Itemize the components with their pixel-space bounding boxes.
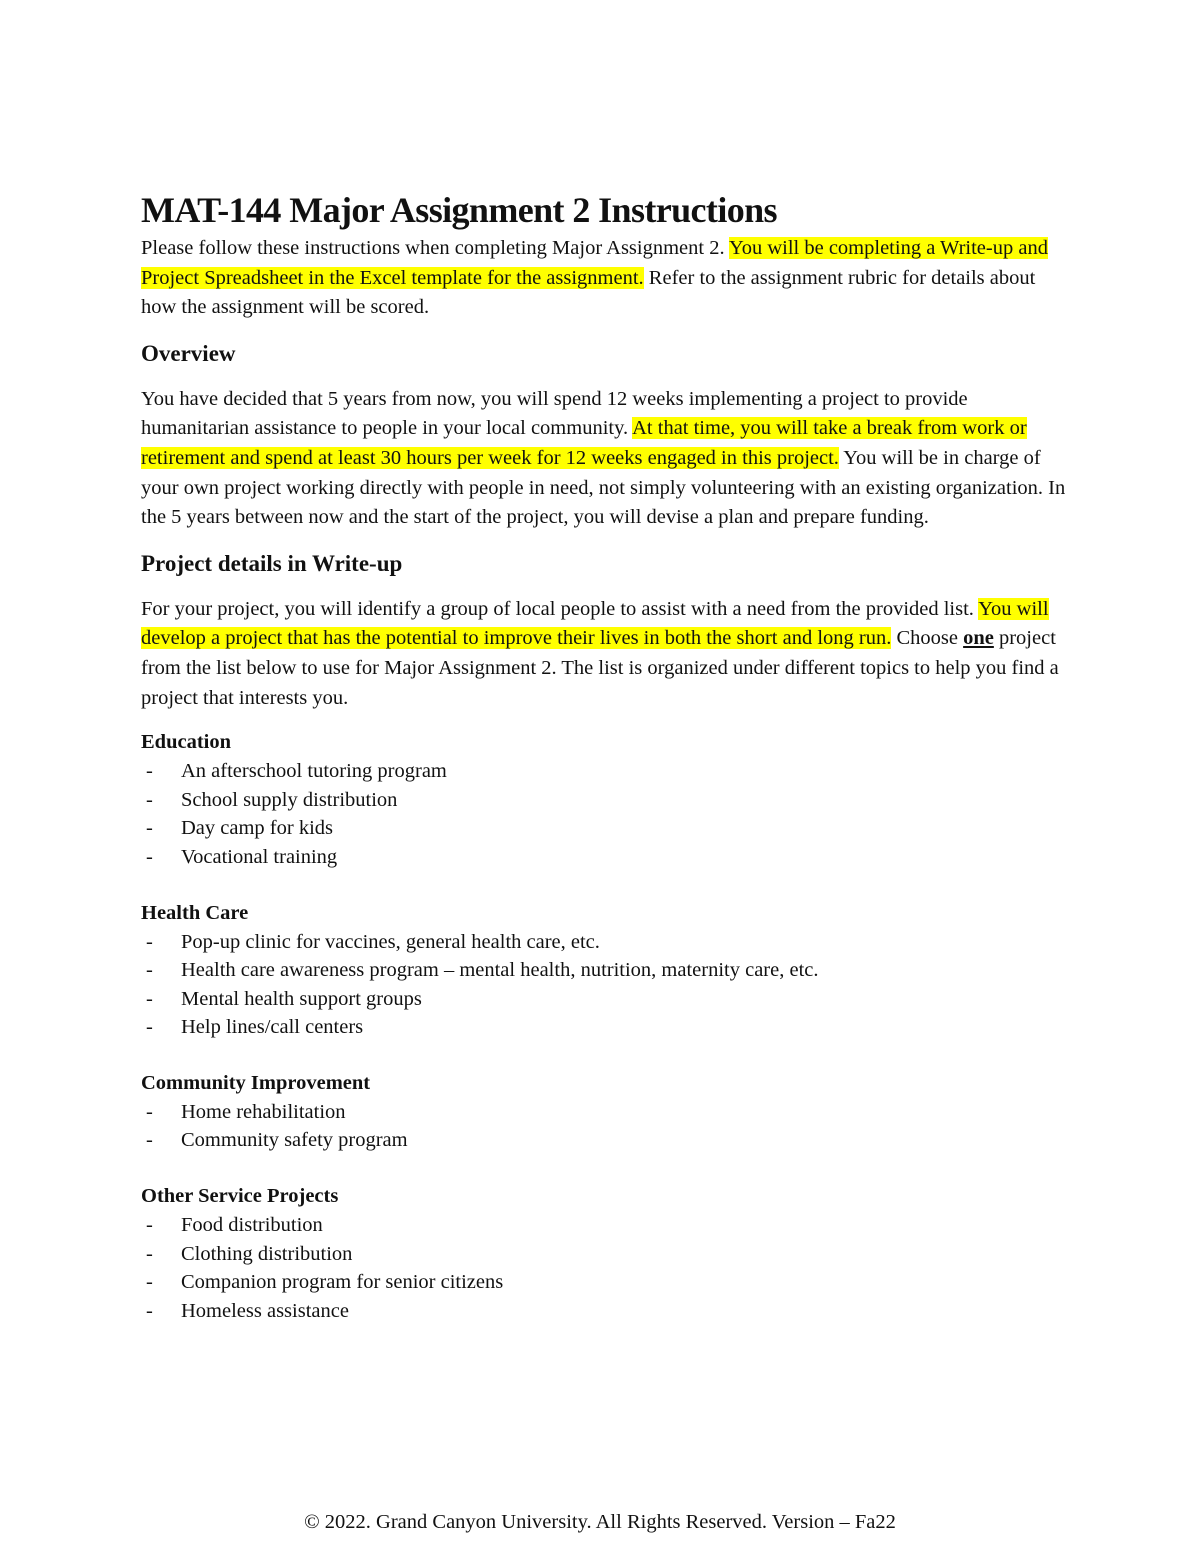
list-item-text: Clothing distribution bbox=[181, 1242, 353, 1265]
list-item-text: Health care awareness program – mental health, nutrition, maternity care, etc. bbox=[181, 959, 819, 982]
intro-paragraph bbox=[141, 234, 1071, 323]
intro-text: Please follow these instructions when completing Major Assignment 2. bbox=[141, 237, 729, 259]
topic-health-care bbox=[141, 898, 1071, 1042]
list-item-text: Homeless assistance bbox=[181, 1299, 349, 1322]
details-emphasis: one bbox=[963, 627, 994, 650]
dash-bullet: - bbox=[146, 1016, 153, 1039]
list-item bbox=[141, 1268, 1071, 1297]
details-text-mid: Choose bbox=[891, 627, 964, 650]
list-item-text: Vocational training bbox=[181, 845, 338, 868]
list-item bbox=[141, 956, 1071, 985]
dash-bullet: - bbox=[146, 987, 153, 1010]
topic-list bbox=[141, 928, 1071, 1042]
dash-bullet: - bbox=[146, 1100, 153, 1123]
dash-bullet: - bbox=[146, 1299, 153, 1322]
list-item bbox=[141, 814, 1071, 843]
list-item-text: An afterschool tutoring program bbox=[181, 760, 447, 783]
list-item-text: Home rehabilitation bbox=[181, 1100, 346, 1123]
dash-bullet: - bbox=[146, 845, 153, 868]
dash-bullet: - bbox=[146, 1214, 153, 1237]
topic-heading: Other Service Projects bbox=[141, 1185, 339, 1208]
dash-bullet: - bbox=[146, 760, 153, 783]
overview-heading: Overview bbox=[141, 340, 236, 366]
list-item bbox=[141, 786, 1071, 815]
document-content bbox=[141, 186, 1071, 1325]
topic-education bbox=[141, 727, 1071, 871]
document-title: MAT-144 Major Assignment 2 Instructions bbox=[141, 190, 777, 230]
list-item-text: Pop-up clinic for vaccines, general health care, etc. bbox=[181, 930, 600, 953]
details-text-end: project from the list below to use for Major Assignment 2. The list is organized under different topics to help you find a project that interests you. bbox=[141, 627, 1059, 709]
details-text: For your project, you will identify a group of local people to assist with a need from the provided list. bbox=[141, 597, 979, 620]
project-details-heading: Project details in Write-up bbox=[141, 550, 403, 576]
overview-text: You have decided that 5 years from now, you will spend 12 weeks implementing a project to provide humanitarian assistance to people in your local community. bbox=[141, 387, 968, 440]
topic-community-improvement bbox=[141, 1068, 1071, 1155]
dash-bullet: - bbox=[146, 959, 153, 982]
intro-text-end: Refer to the assignment rubric for details about how the assignment will be scored. bbox=[141, 266, 1036, 319]
topic-other-service-projects bbox=[141, 1181, 1071, 1325]
list-item bbox=[141, 1013, 1071, 1042]
list-item bbox=[141, 1126, 1071, 1155]
topic-list bbox=[141, 1098, 1071, 1155]
overview-paragraph bbox=[141, 385, 1071, 533]
list-item bbox=[141, 757, 1071, 786]
list-item-text: Community safety program bbox=[181, 1129, 408, 1152]
dash-bullet: - bbox=[146, 817, 153, 840]
topic-list bbox=[141, 1211, 1071, 1325]
overview-highlight: At that time, you will take a break from work or retirement and spend at least 30 hours per week for 12 weeks engaged in this project. bbox=[141, 417, 1027, 469]
list-item bbox=[141, 1098, 1071, 1127]
intro-highlight: You will be completing a Write-up and Project Spreadsheet in the Excel template for the assignment. bbox=[141, 237, 1048, 289]
list-item-text: Companion program for senior citizens bbox=[181, 1271, 504, 1294]
topic-list bbox=[141, 757, 1071, 871]
project-details-paragraph bbox=[141, 595, 1071, 713]
list-item bbox=[141, 928, 1071, 957]
copyright-footer: © 2022. Grand Canyon University. All Rights Reserved. Version – Fa22 bbox=[304, 1511, 896, 1533]
list-item bbox=[141, 985, 1071, 1014]
dash-bullet: - bbox=[146, 788, 153, 811]
dash-bullet: - bbox=[146, 1271, 153, 1294]
list-item-text: Mental health support groups bbox=[181, 987, 422, 1010]
list-item-text: School supply distribution bbox=[181, 788, 398, 811]
topic-heading: Education bbox=[141, 731, 231, 754]
overview-text-end: You will be in charge of your own project working directly with people in need, not simply volunteering with an existing organization. In the 5 years between now and the start of the project, you will devise a plan and prepare funding. bbox=[141, 446, 1066, 529]
list-item bbox=[141, 843, 1071, 872]
details-highlight: You will develop a project that has the potential to improve their lives in both the short and long run. bbox=[141, 597, 1049, 650]
dash-bullet: - bbox=[146, 1129, 153, 1152]
topic-heading: Health Care bbox=[141, 901, 249, 924]
dash-bullet: - bbox=[146, 1242, 153, 1265]
topic-heading: Community Improvement bbox=[141, 1071, 371, 1094]
list-item-text: Food distribution bbox=[181, 1214, 323, 1237]
list-item bbox=[141, 1240, 1071, 1269]
list-item-text: Day camp for kids bbox=[181, 817, 333, 840]
dash-bullet: - bbox=[146, 930, 153, 953]
list-item-text: Help lines/call centers bbox=[181, 1016, 364, 1039]
list-item bbox=[141, 1211, 1071, 1240]
list-item bbox=[141, 1297, 1071, 1326]
